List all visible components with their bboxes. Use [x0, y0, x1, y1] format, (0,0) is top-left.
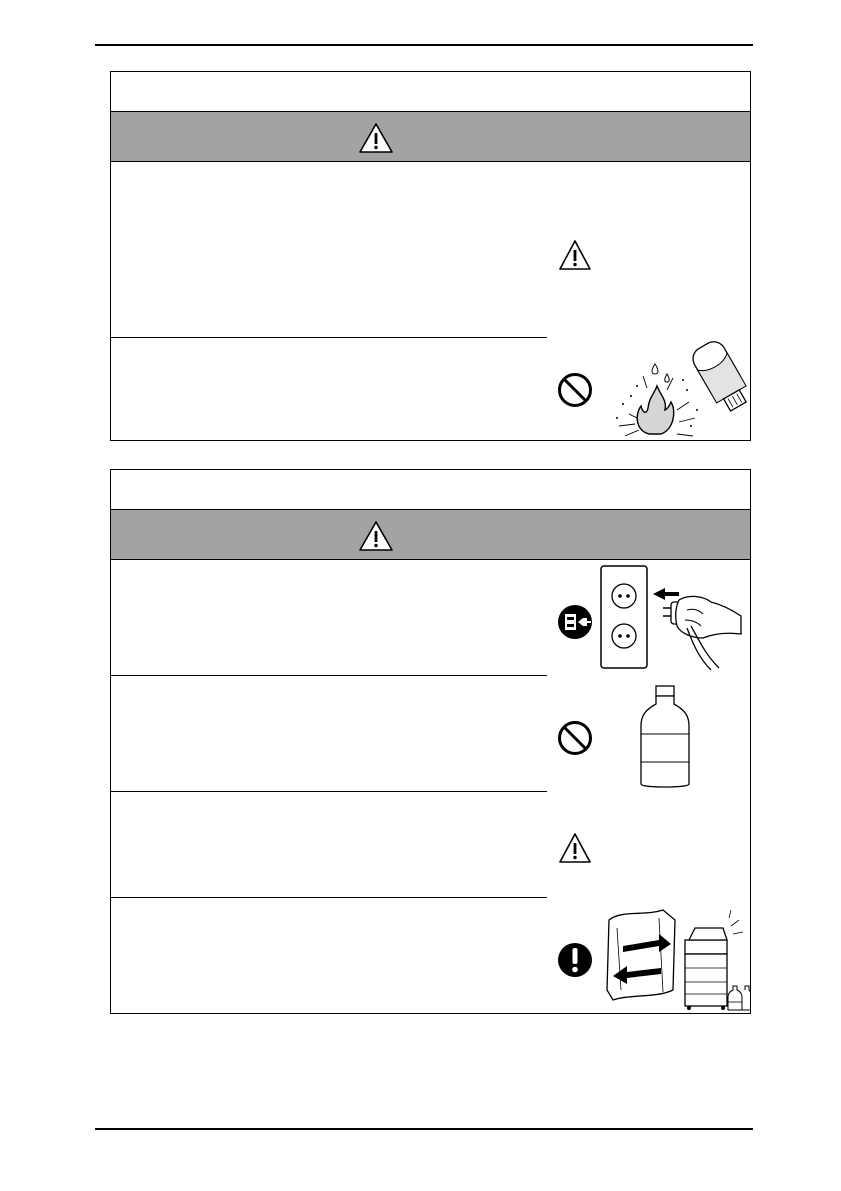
safety-section-1	[110, 71, 751, 441]
warning-triangle-icon	[558, 832, 592, 864]
safety-row	[111, 898, 750, 1013]
section-title	[111, 72, 750, 112]
safety-section-2	[110, 469, 751, 1014]
safety-row	[111, 792, 750, 898]
mandatory-action-icon	[557, 942, 593, 978]
header-rule	[95, 44, 753, 46]
warning-bar	[111, 112, 750, 162]
safety-row	[111, 560, 750, 676]
warning-triangle-icon	[358, 520, 394, 552]
prohibition-icon	[557, 372, 593, 408]
toner-bottle-illustration	[637, 684, 693, 790]
footer-rule	[95, 1128, 753, 1130]
safety-row	[111, 162, 750, 338]
storage-illustration	[601, 906, 751, 1012]
warning-triangle-icon	[558, 239, 592, 271]
safety-row	[111, 676, 750, 792]
row-text	[111, 898, 547, 1013]
toner-fire-illustration	[607, 330, 755, 440]
row-text	[111, 792, 547, 898]
row-text	[111, 560, 547, 676]
warning-triangle-icon	[358, 122, 394, 154]
warning-bar	[111, 510, 750, 560]
row-text	[111, 162, 547, 338]
row-text	[111, 676, 547, 792]
prohibition-icon	[557, 720, 593, 756]
section-title	[111, 470, 750, 510]
safety-row	[111, 338, 750, 440]
unplug-outlet-illustration	[595, 564, 745, 672]
row-text	[111, 338, 547, 440]
unplug-icon	[557, 604, 593, 640]
